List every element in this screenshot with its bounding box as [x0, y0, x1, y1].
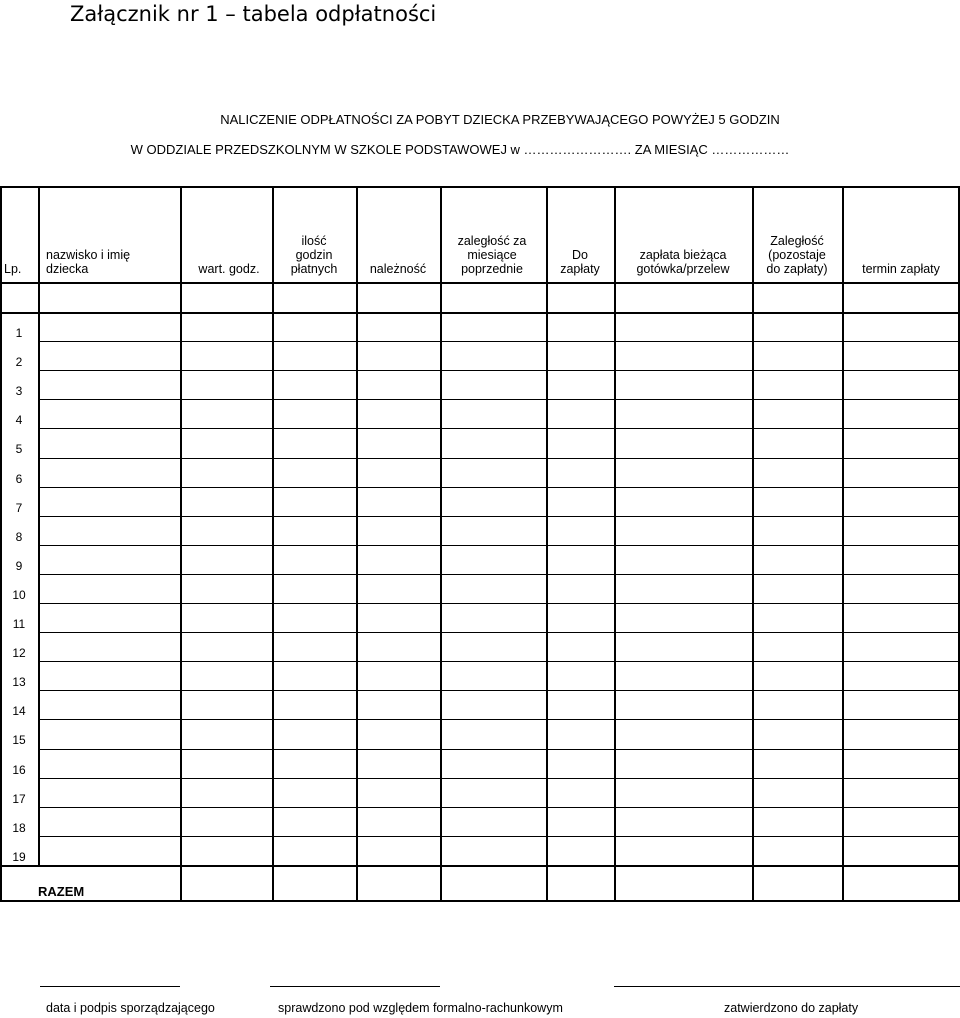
heading-line-2: W ODDZIALE PRZEDSZKOLNYM W SZKOLE PODSTAWOWEJ w ……………………. ZA MIESIĄC ……………… — [130, 142, 790, 157]
row-number: 8 — [15, 530, 23, 544]
table-row-line — [38, 603, 960, 604]
table-row-line — [38, 370, 960, 371]
row-number: 19 — [12, 850, 26, 864]
header-arrears-remaining: Zaległość (pozostaje do zapłaty) — [766, 234, 828, 276]
document-title: Załącznik nr 1 – tabela odpłatności — [70, 2, 437, 26]
table-total-separator — [0, 865, 960, 867]
table-row-line — [38, 719, 960, 720]
header-lp: Lp. — [4, 262, 22, 276]
row-number: 16 — [12, 763, 26, 777]
row-number: 5 — [15, 442, 23, 456]
header-due: należność — [369, 262, 427, 276]
table-row-line — [38, 574, 960, 575]
row-number: 4 — [15, 413, 23, 427]
table-row-line — [38, 778, 960, 779]
table-column-line — [842, 186, 844, 902]
table-row-line — [38, 341, 960, 342]
fee-table — [0, 186, 960, 902]
table-row-line — [38, 836, 960, 837]
table-row-line — [38, 690, 960, 691]
row-number: 13 — [12, 675, 26, 689]
table-border-bottom — [0, 900, 960, 902]
table-header-separator — [0, 282, 960, 284]
row-number: 2 — [15, 355, 23, 369]
row-number: 18 — [12, 821, 26, 835]
table-border-top — [0, 186, 960, 188]
row-number: 7 — [15, 501, 23, 515]
table-row-separator — [0, 312, 960, 314]
row-number: 11 — [12, 617, 26, 631]
table-row-line — [38, 428, 960, 429]
heading-line-1: NALICZENIE ODPŁATNOŚCI ZA POBYT DZIECKA PRZEBYWAJĄCEGO POWYŻEJ 5 GODZIN — [220, 112, 780, 127]
header-to-pay: Do zapłaty — [560, 248, 600, 276]
table-column-line — [752, 186, 754, 902]
signature-line-middle — [270, 986, 440, 987]
table-row-line — [38, 458, 960, 459]
table-column-line — [356, 186, 358, 902]
table-row-line — [38, 661, 960, 662]
table-column-line — [440, 186, 442, 902]
signature-label-preparer: data i podpis sporządzającego — [46, 1001, 215, 1015]
signature-label-checked: sprawdzono pod względem formalno-rachunkowym — [278, 1001, 563, 1015]
table-row-line — [38, 749, 960, 750]
header-name: nazwisko i imię dziecka — [46, 248, 131, 276]
signature-line-left — [40, 986, 180, 987]
row-number: 14 — [12, 704, 26, 718]
header-deadline: termin zapłaty — [862, 262, 940, 276]
table-column-line — [614, 186, 616, 902]
header-arrears-prev: zaległość za miesiące poprzednie — [457, 234, 527, 276]
row-number: 15 — [12, 733, 26, 747]
table-row-line — [38, 807, 960, 808]
signature-line-right — [614, 986, 960, 987]
header-payment: zapłata bieżąca gotówka/przelew — [636, 248, 730, 276]
row-number: 6 — [15, 472, 23, 486]
row-number: 12 — [12, 646, 26, 660]
row-number: 10 — [12, 588, 26, 602]
total-label: RAZEM — [38, 884, 85, 899]
header-rate: wart. godz. — [198, 262, 260, 276]
table-column-line — [272, 186, 274, 902]
table-row-line — [38, 516, 960, 517]
row-number: 17 — [12, 792, 26, 806]
table-column-line — [546, 186, 548, 902]
table-row-line — [38, 545, 960, 546]
signature-label-approved: zatwierdzono do zapłaty — [724, 1001, 859, 1015]
row-number: 9 — [15, 559, 23, 573]
table-column-line — [180, 186, 182, 902]
row-number: 3 — [15, 384, 23, 398]
row-number: 1 — [15, 326, 23, 340]
table-column-line — [38, 186, 40, 867]
header-hours: ilość godzin płatnych — [290, 234, 338, 276]
table-row-line — [38, 487, 960, 488]
table-row-line — [38, 632, 960, 633]
table-row-line — [38, 399, 960, 400]
